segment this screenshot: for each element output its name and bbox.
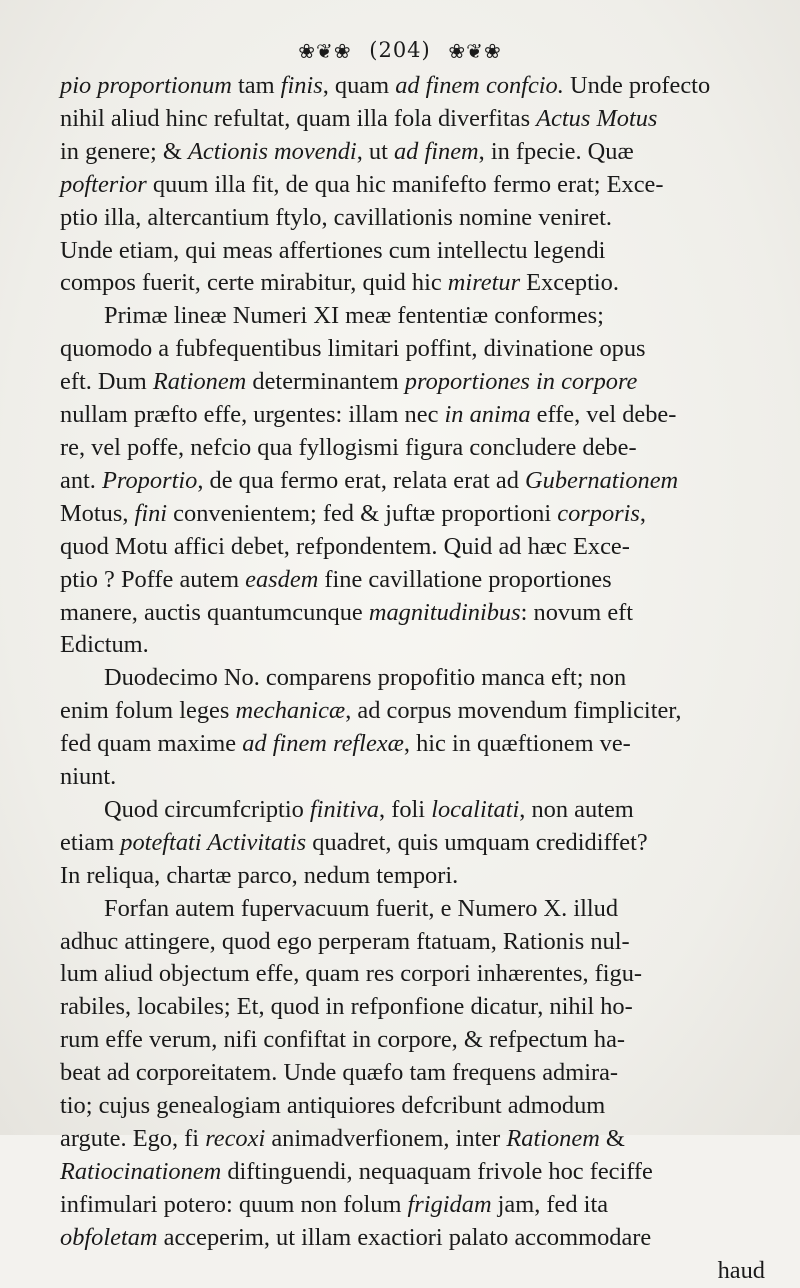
text-line	[60, 893, 765, 926]
text-line	[60, 1123, 765, 1156]
body-text	[60, 70, 765, 1288]
text-run: re, vel poffe, nefcio qua fyllogismi figura concludere debe-	[60, 433, 637, 461]
text-line	[60, 70, 765, 103]
italic-run: Gubernationem	[525, 466, 679, 494]
italic-run: pofterior	[60, 170, 147, 198]
text-run: nullam præfto effe, urgentes: illam nec	[60, 401, 445, 429]
italic-run: finis	[280, 72, 323, 99]
text-run: beat ad corporeitatem. Unde quæfo tam frequens admira-	[60, 1059, 619, 1087]
text-line	[60, 333, 765, 366]
text-run: effe, vel debe-	[530, 401, 677, 429]
text-line	[60, 202, 765, 235]
text-run: Unde profecto	[563, 72, 711, 99]
text-line	[60, 300, 765, 333]
text-line	[60, 399, 765, 432]
text-run: animadverfionem, inter	[265, 1125, 507, 1152]
text-run: quod Motu affici debet, refpondentem. Quid ad hæc Exce-	[60, 532, 630, 560]
text-line	[60, 629, 765, 662]
text-line	[60, 465, 765, 498]
text-line	[60, 991, 765, 1024]
text-run: quum illa fit, de qua hic manifefto fermo erat; Exce-	[146, 170, 664, 198]
text-run: : novum eft	[520, 598, 634, 626]
text-line	[60, 1222, 765, 1255]
text-line	[60, 1024, 765, 1057]
text-line	[60, 498, 765, 531]
text-run: quomodo a fubfequentibus limitari poffint, divinatione opus	[60, 335, 646, 363]
text-run: enim folum leges	[60, 697, 236, 725]
text-run: Duodecimo No. comparens propofitio manca eft; non	[104, 664, 627, 692]
text-run: etiam	[60, 828, 121, 856]
text-line	[60, 103, 765, 136]
text-run: ,	[639, 499, 647, 527]
italic-run: magnitudinibus	[368, 598, 521, 626]
text-run: rabiles, locabiles; Et, quod in refponfione dicatur, nihil ho-	[60, 993, 633, 1021]
italic-run: frigidam	[407, 1190, 492, 1218]
text-run: &	[599, 1125, 625, 1152]
text-run: tio; cujus genealogiam antiquiores defcribunt admodum	[60, 1092, 606, 1120]
text-run: acceperim, ut illam exactiori palato accommodare	[157, 1223, 652, 1251]
italic-run: finitiva	[309, 795, 380, 823]
text-line	[60, 1090, 765, 1123]
text-run: Motus,	[60, 499, 135, 527]
text-run: rum effe verum, nifi confiftat in corpore, & refpectum ha-	[60, 1026, 626, 1054]
text-run: lum aliud objectum effe, quam res corpori inhærentes, figu-	[60, 960, 643, 988]
text-line	[60, 531, 765, 564]
text-run: eft. Dum	[60, 368, 153, 396]
text-run: , ad corpus movendum fimpliciter,	[345, 697, 682, 725]
text-run: Forfan autem fupervacuum fuerit, e Numero X. illud	[104, 894, 619, 922]
italic-run: proportiones in corpore	[404, 368, 638, 396]
italic-run: localitati	[431, 795, 520, 823]
text-line	[60, 860, 765, 893]
text-run: quadret, quis umquam credidiffet?	[306, 828, 648, 856]
italic-run: ad finem reflexæ	[242, 730, 404, 758]
page-header	[0, 38, 800, 62]
text-run: Primæ lineæ Numeri XI meæ fententiæ conformes;	[104, 302, 604, 330]
ornament-right: ❀❦❀	[448, 39, 502, 63]
text-run: jam, fed ita	[491, 1190, 609, 1218]
italic-run: Rationem	[506, 1125, 600, 1152]
text-line	[60, 597, 765, 630]
text-line	[60, 1057, 765, 1090]
italic-run: Actionis movendi	[188, 137, 357, 165]
text-line	[60, 432, 765, 465]
text-line	[60, 1189, 765, 1222]
italic-run: fini	[134, 499, 168, 527]
text-line	[60, 1255, 765, 1288]
italic-run: Rationem	[152, 368, 247, 396]
text-run: fine cavillatione proportiones	[318, 565, 612, 593]
text-line	[60, 794, 765, 827]
text-line	[60, 761, 765, 794]
text-run: fed quam maxime	[60, 730, 243, 758]
text-line	[60, 728, 765, 761]
italic-run: miretur	[447, 269, 521, 297]
text-run: In reliqua, chartæ parco, nedum tempori.	[60, 861, 459, 889]
text-run: , in fpecie. Quæ	[478, 137, 634, 165]
text-run: Edictum.	[60, 631, 149, 659]
text-run: ptio ? Poffe autem	[60, 565, 246, 593]
text-run: , ut	[356, 137, 394, 165]
text-line	[60, 366, 765, 399]
text-run: argute. Ego, fi	[60, 1125, 206, 1152]
text-run: convenientem; fed & juftæ proportioni	[167, 499, 558, 527]
text-line	[60, 136, 765, 169]
text-run: diftinguendi, nequaquam frivole hoc feciffe	[221, 1157, 653, 1185]
italic-run: mechanicæ	[235, 697, 346, 725]
text-run: compos fuerit, certe mirabitur, quid hic	[60, 269, 448, 297]
text-run: haud	[717, 1256, 765, 1284]
text-run: nihil aliud hinc refultat, quam illa fola diverfitas	[60, 104, 537, 132]
text-run: determinantem	[246, 368, 405, 396]
italic-run: recoxi	[205, 1125, 266, 1152]
text-run: , quam	[322, 72, 396, 99]
text-run: Quod circumfcriptio	[104, 795, 310, 823]
text-run: tam	[231, 72, 281, 99]
italic-run: poteftati Activitatis	[120, 828, 307, 856]
text-run: ptio illa, altercantium ftylo, cavillationis nomine veniret.	[60, 203, 613, 231]
text-line	[60, 169, 765, 202]
text-run: ant.	[60, 466, 102, 494]
italic-run: Proportio	[102, 466, 198, 494]
text-line	[60, 958, 765, 991]
text-line	[60, 827, 765, 860]
text-line	[60, 1156, 765, 1189]
italic-run: corporis	[557, 499, 640, 527]
text-line	[60, 926, 765, 959]
text-run: adhuc attingere, quod ego perperam ftatuam, Rationis nul-	[60, 927, 630, 955]
text-line	[60, 695, 765, 728]
text-run: , de qua fermo erat, relata erat ad	[197, 466, 526, 494]
text-run: infimulari potero: quum non folum	[60, 1190, 408, 1218]
text-line	[60, 235, 765, 268]
text-run: manere, auctis quantumcunque	[60, 598, 369, 626]
italic-run: ad finem	[393, 137, 479, 165]
ornament-left: ❀❦❀	[298, 39, 352, 63]
italic-run: ad finem confcio.	[395, 72, 564, 99]
italic-run: Ratiocinationem	[60, 1157, 222, 1185]
text-line	[60, 267, 765, 300]
text-run: niunt.	[60, 763, 117, 791]
italic-run: in anima	[444, 401, 531, 429]
italic-run: Actus Motus	[536, 104, 658, 132]
italic-run: obfoletam	[60, 1223, 158, 1251]
text-run: , foli	[379, 795, 432, 823]
text-line	[60, 564, 765, 597]
text-line	[60, 662, 765, 695]
text-run: Unde etiam, qui meas affertiones cum intellectu legendi	[60, 236, 606, 264]
text-run: in genere; &	[60, 137, 189, 165]
text-run: , hic in quæftionem ve-	[403, 730, 631, 758]
italic-run: easdem	[245, 565, 319, 593]
page-number: (204)	[369, 38, 431, 62]
text-run: Exceptio.	[520, 269, 619, 297]
italic-run: pio proportionum	[60, 72, 232, 99]
text-run: , non autem	[519, 795, 634, 823]
